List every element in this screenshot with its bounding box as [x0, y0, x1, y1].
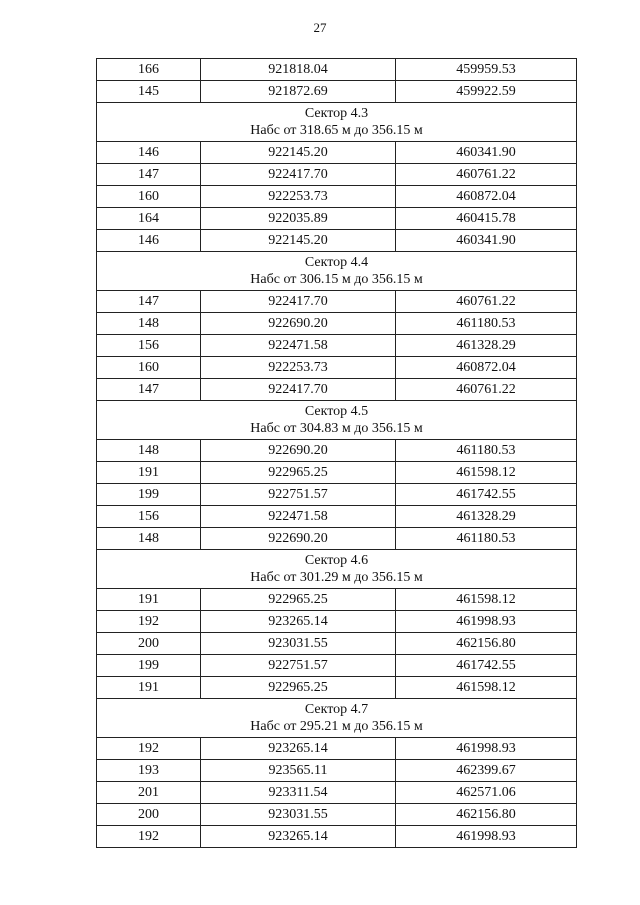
table-row	[97, 484, 577, 506]
table-row	[97, 462, 577, 484]
y-coordinate-cell: 459959.53	[396, 59, 577, 81]
x-coordinate-cell: 923031.55	[201, 804, 396, 826]
y-coordinate-cell: 460761.22	[396, 164, 577, 186]
x-coordinate-cell: 922417.70	[201, 164, 396, 186]
table-row	[97, 59, 577, 81]
point-number-cell: 156	[97, 506, 201, 528]
sector-height-range: Набс от 318.65 м до 356.15 м	[250, 123, 423, 138]
y-coordinate-cell: 461328.29	[396, 335, 577, 357]
x-coordinate-cell: 922690.20	[201, 313, 396, 335]
x-coordinate-cell: 922417.70	[201, 379, 396, 401]
table-row	[97, 164, 577, 186]
x-coordinate-cell: 923031.55	[201, 633, 396, 655]
table-row	[97, 335, 577, 357]
x-coordinate-cell: 922471.58	[201, 335, 396, 357]
x-coordinate-cell: 923265.14	[201, 611, 396, 633]
table-row	[97, 677, 577, 699]
point-number-cell: 192	[97, 738, 201, 760]
x-coordinate-cell: 922471.58	[201, 506, 396, 528]
y-coordinate-cell: 461328.29	[396, 506, 577, 528]
y-coordinate-cell: 462571.06	[396, 782, 577, 804]
point-number-cell: 191	[97, 589, 201, 611]
x-coordinate-cell: 922417.70	[201, 291, 396, 313]
sector-header	[97, 550, 577, 589]
point-number-cell: 147	[97, 379, 201, 401]
x-coordinate-cell: 922751.57	[201, 484, 396, 506]
table-row	[97, 611, 577, 633]
y-coordinate-cell: 460761.22	[396, 291, 577, 313]
point-number-cell: 160	[97, 186, 201, 208]
x-coordinate-cell: 923265.14	[201, 738, 396, 760]
table-row	[97, 440, 577, 462]
point-number-cell: 192	[97, 826, 201, 848]
table-row	[97, 230, 577, 252]
y-coordinate-cell: 460761.22	[396, 379, 577, 401]
x-coordinate-cell: 922690.20	[201, 528, 396, 550]
table-row	[97, 313, 577, 335]
y-coordinate-cell: 460415.78	[396, 208, 577, 230]
point-number-cell: 191	[97, 677, 201, 699]
x-coordinate-cell: 923311.54	[201, 782, 396, 804]
point-number-cell: 147	[97, 291, 201, 313]
sector-header	[97, 699, 577, 738]
sector-title: Сектор 4.7	[304, 702, 369, 717]
point-number-cell: 201	[97, 782, 201, 804]
table-row	[97, 186, 577, 208]
point-number-cell: 192	[97, 611, 201, 633]
point-number-cell: 147	[97, 164, 201, 186]
sector-header-row	[97, 550, 577, 589]
y-coordinate-cell: 461180.53	[396, 528, 577, 550]
x-coordinate-cell: 922253.73	[201, 186, 396, 208]
y-coordinate-cell: 459922.59	[396, 81, 577, 103]
sector-title: Сектор 4.6	[304, 553, 369, 568]
table-row	[97, 81, 577, 103]
point-number-cell: 148	[97, 313, 201, 335]
y-coordinate-cell: 462156.80	[396, 804, 577, 826]
point-number-cell: 199	[97, 655, 201, 677]
point-number-cell: 193	[97, 760, 201, 782]
sector-title: Сектор 4.5	[304, 404, 369, 419]
table-row	[97, 291, 577, 313]
table-row	[97, 782, 577, 804]
sector-title: Сектор 4.3	[304, 106, 369, 121]
table-row	[97, 357, 577, 379]
sector-header-row	[97, 252, 577, 291]
point-number-cell: 148	[97, 528, 201, 550]
y-coordinate-cell: 462399.67	[396, 760, 577, 782]
table-row	[97, 506, 577, 528]
x-coordinate-cell: 921818.04	[201, 59, 396, 81]
sector-header-row	[97, 699, 577, 738]
point-number-cell: 166	[97, 59, 201, 81]
y-coordinate-cell: 462156.80	[396, 633, 577, 655]
y-coordinate-cell: 461598.12	[396, 589, 577, 611]
point-number-cell: 156	[97, 335, 201, 357]
point-number-cell: 200	[97, 804, 201, 826]
sector-height-range: Набс от 306.15 м до 356.15 м	[250, 272, 423, 287]
y-coordinate-cell: 460872.04	[396, 357, 577, 379]
table-row	[97, 760, 577, 782]
y-coordinate-cell: 461598.12	[396, 677, 577, 699]
table-row	[97, 528, 577, 550]
point-number-cell: 148	[97, 440, 201, 462]
table-row	[97, 655, 577, 677]
point-number-cell: 191	[97, 462, 201, 484]
table-row	[97, 826, 577, 848]
x-coordinate-cell: 922690.20	[201, 440, 396, 462]
point-number-cell: 146	[97, 142, 201, 164]
sector-header	[97, 401, 577, 440]
x-coordinate-cell: 922253.73	[201, 357, 396, 379]
table-row	[97, 633, 577, 655]
x-coordinate-cell: 923565.11	[201, 760, 396, 782]
coordinates-table-body	[97, 59, 577, 848]
sector-header	[97, 252, 577, 291]
x-coordinate-cell: 922965.25	[201, 677, 396, 699]
table-row	[97, 804, 577, 826]
point-number-cell: 164	[97, 208, 201, 230]
x-coordinate-cell: 923265.14	[201, 826, 396, 848]
y-coordinate-cell: 461998.93	[396, 826, 577, 848]
y-coordinate-cell: 460341.90	[396, 230, 577, 252]
x-coordinate-cell: 922751.57	[201, 655, 396, 677]
sector-title: Сектор 4.4	[304, 255, 369, 270]
point-number-cell: 160	[97, 357, 201, 379]
table-row	[97, 142, 577, 164]
x-coordinate-cell: 922145.20	[201, 142, 396, 164]
x-coordinate-cell: 922965.25	[201, 462, 396, 484]
sector-height-range: Набс от 295.21 м до 356.15 м	[250, 719, 423, 734]
x-coordinate-cell: 922035.89	[201, 208, 396, 230]
x-coordinate-cell: 922145.20	[201, 230, 396, 252]
sector-header-row	[97, 103, 577, 142]
y-coordinate-cell: 461180.53	[396, 440, 577, 462]
y-coordinate-cell: 461180.53	[396, 313, 577, 335]
y-coordinate-cell: 460872.04	[396, 186, 577, 208]
table-row	[97, 738, 577, 760]
y-coordinate-cell: 461742.55	[396, 655, 577, 677]
sector-height-range: Набс от 301.29 м до 356.15 м	[250, 570, 423, 585]
y-coordinate-cell: 461598.12	[396, 462, 577, 484]
x-coordinate-cell: 922965.25	[201, 589, 396, 611]
y-coordinate-cell: 461998.93	[396, 611, 577, 633]
point-number-cell: 200	[97, 633, 201, 655]
table-row	[97, 589, 577, 611]
x-coordinate-cell: 921872.69	[201, 81, 396, 103]
sector-height-range: Набс от 304.83 м до 356.15 м	[250, 421, 423, 436]
point-number-cell: 146	[97, 230, 201, 252]
y-coordinate-cell: 461742.55	[396, 484, 577, 506]
table-row	[97, 379, 577, 401]
point-number-cell: 145	[97, 81, 201, 103]
point-number-cell: 199	[97, 484, 201, 506]
y-coordinate-cell: 461998.93	[396, 738, 577, 760]
table-row	[97, 208, 577, 230]
coordinates-table	[96, 58, 577, 848]
sector-header	[97, 103, 577, 142]
page-number: 27	[313, 20, 327, 35]
sector-header-row	[97, 401, 577, 440]
y-coordinate-cell: 460341.90	[396, 142, 577, 164]
